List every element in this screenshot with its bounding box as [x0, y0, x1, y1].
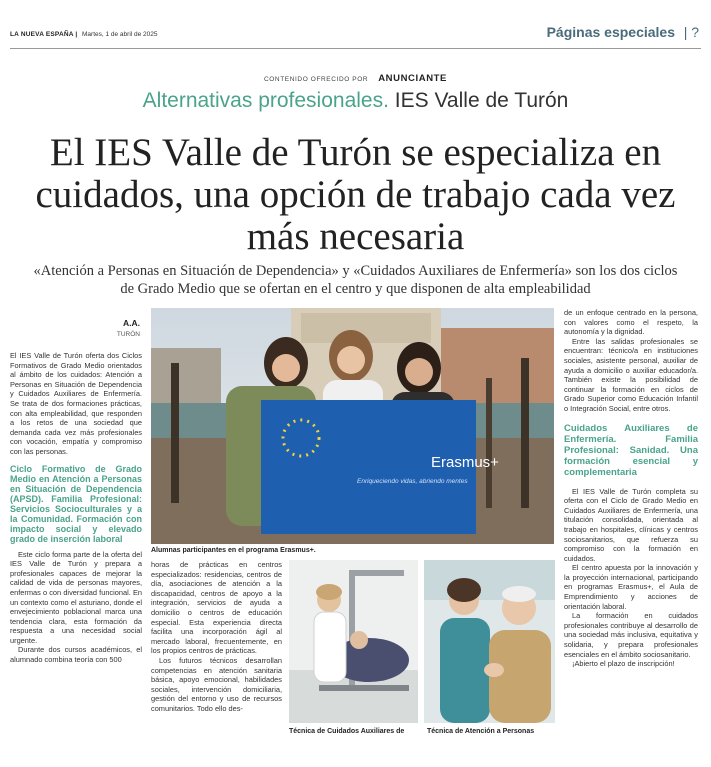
advertiser-name: ANUNCIANTE [378, 73, 447, 84]
col3-closing: ¡Abierto el plazo de inscripción! [572, 659, 675, 669]
header-rule [10, 48, 701, 49]
main-photo-caption: Alumnas participantes en el programa Erasmus+. [151, 547, 316, 554]
col2-paragraph-2: Los futuros técnicos desarrollan competencias en atención sanitaria básica, apoyo emocional, habilidades sociales, intervención domiciliaria, gestión del entorno y uso de recursos comunitarios. Todo ello des- [151, 655, 282, 713]
headline: El IES Valle de Turón se especializa en cuidados, una opción de trabajo cada vez más necesaria [35, 131, 676, 258]
col3-paragraph-5: La formación en cuidados profesionales contribuye al desarrollo de una sociedad más inclusiva, equitativa y solidaria, y prepara profesionales esenciales en el ámbito sociosanitario. [564, 611, 698, 659]
col1-paragraph-3: Durante dos cursos académicos, el alumnado combina teoría con 500 [10, 645, 142, 665]
issue-date: Martes, 1 de abril de 2025 [82, 31, 158, 38]
standfirst: «Atención a Personas en Situación de Dependencia» y «Cuidados Auxiliares de Enfermería» son los dos ciclos de Grado Medio que se ofertan en el centro y que disponen de alta empleabilidad [33, 263, 678, 297]
flag-erasmus-text: Erasmus+ [431, 454, 499, 471]
patient-lift-photo [289, 560, 418, 723]
section-title: Páginas especiales [546, 24, 675, 40]
col3-paragraph-1: de un enfoque centrado en la persona, con valores como el respeto, la autonomía y la dignidad. [564, 308, 698, 337]
lift-photo-caption: Técnica de Cuidados Auxiliares de [289, 728, 405, 735]
byline-place: TURÓN [116, 331, 140, 338]
kicker-topic: Alternativas profesionales. [142, 89, 389, 112]
col2-paragraph-1: horas de prácticas en centros especializados: residencias, centros de día, asociaciones de atención a la discapacidad, centros de apoyo a la integración, servicios de ayuda a domicilio o centros de educación especial. Esta experiencia directa facilita una incorporación ágil al mercado laboral, frecuentemente, en los propios centros de prácticas. [151, 560, 282, 656]
sponsor-line [0, 73, 711, 84]
col1-paragraph-2: Este ciclo forma parte de la oferta del IES Valle de Turón y prepara a profesionales capaces de mejorar la calidad de vida de personas mayores, enfermas o con diversidad funcional. En un contexto como el asturiano, donde el envejecimiento poblacional marca una tendencia clara, esta formación da respuesta a una necesidad social urgente. [10, 549, 142, 645]
byline-author: A.A. [123, 318, 140, 328]
care-photo-caption: Técnica de Atención a Personas [427, 728, 535, 735]
col3-paragraph-3: El IES Valle de Turón completa su oferta con el Ciclo de Grado Medio en Cuidados Auxiliares de Enfermería, una titulación consolidada, orientada al trabajo en hospitales, clínicas y centros sociosanitarios, que refuerza su compromiso con la formación en cuidados. [564, 486, 698, 563]
kicker [0, 89, 711, 113]
page-marker: | ? [683, 24, 699, 40]
col1-subheading: Ciclo Formativo de Grado Medio en Atención a Personas en Situación de Dependencia (APSD). Familia Profesional: Servicios Socioculturales y a la Comunidad. Formación con impacto social y elevado grado de inserción laboral [10, 463, 142, 544]
col1-paragraph-1: El IES Valle de Turón oferta dos Ciclos Formativos de Grado Medio orientados al ámbito de los cuidados: Atención a Personas en Situación de Dependencia y Cuidados Auxiliares de Enfermería. Se trata de dos formaciones prácticas, con alta empleabilidad, que responden a los retos de una sociedad que demanda cada vez más profesionales con vocación, empatía y compromiso con las personas. [10, 351, 142, 456]
sponsor-label: CONTENIDO OFRECIDO POR [263, 76, 369, 83]
elderly-care-photo [424, 560, 555, 723]
col3-subheading: Cuidados Auxiliares de Enfermería. Familia Profesional: Sanidad. Una formación esencial y complementaria [564, 422, 698, 478]
col3-paragraph-2: Entre las salidas profesionales se encuentran: técnico/a en instituciones sociales, asistente personal, auxiliar de ayuda a domicilio o auxiliar educador/a. También existe la posibilidad de continuar la formación en ciclos de Grado Superior como Educación Infantil o Integración Social, entre otros. [564, 336, 698, 413]
kicker-school: IES Valle de Turón [394, 89, 569, 112]
newspaper-name: LA NUEVA ESPAÑA | [10, 31, 78, 38]
erasmus-photo [151, 308, 554, 544]
column-1 [10, 351, 142, 665]
column-3 [564, 308, 698, 669]
col3-paragraph-4: El centro apuesta por la innovación y la proyección internacional, participando en programas Erasmus+, el Aula de Emprendimiento y acciones de orientación laboral. [564, 563, 698, 611]
flag-tagline: Enriqueciendo vidas, abriendo mentes [357, 478, 468, 485]
column-2 [151, 560, 282, 714]
